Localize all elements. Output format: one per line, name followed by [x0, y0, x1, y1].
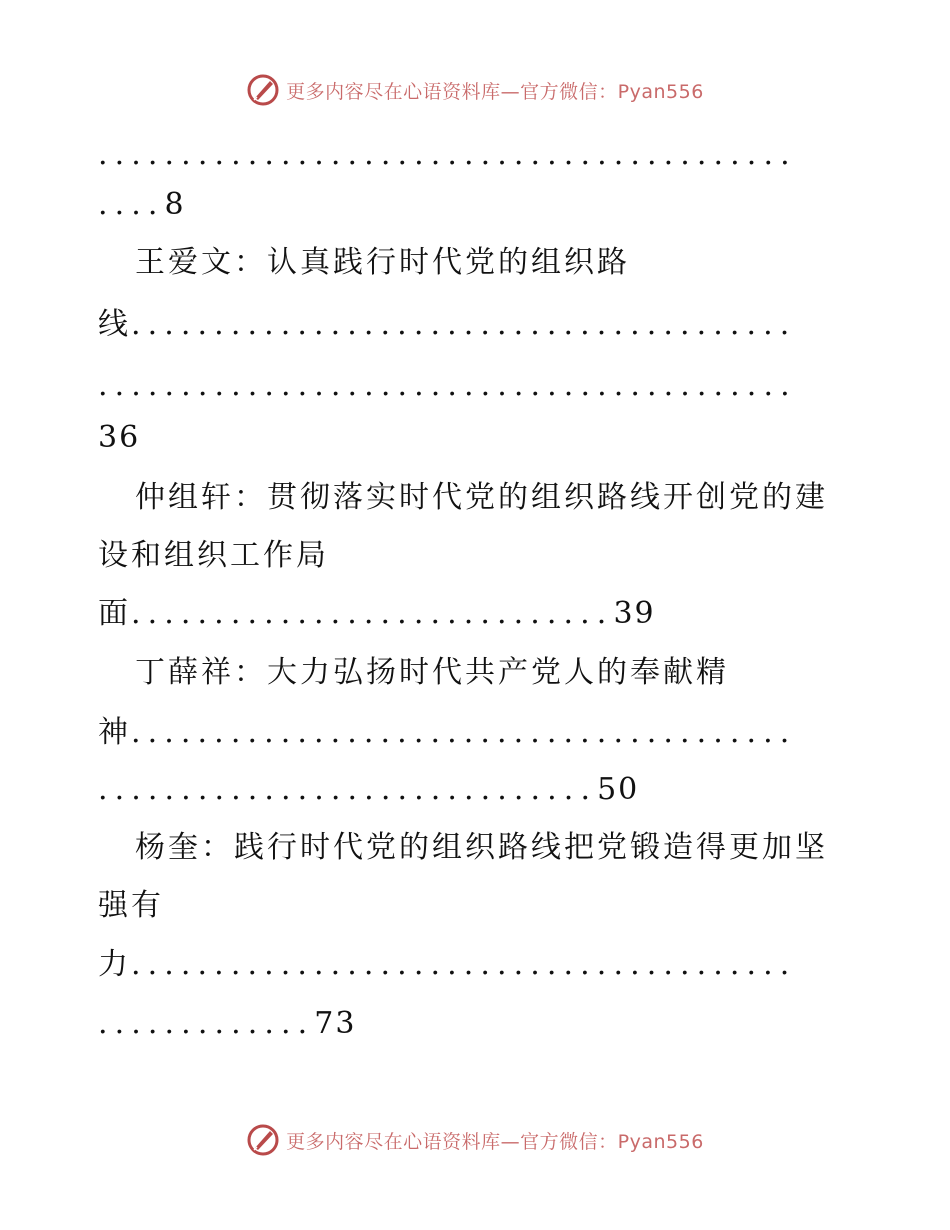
footer-watermark-text: 更多内容尽在心语资料库—官方微信：Pyan556 — [286, 1130, 704, 1153]
toc-entry-0-line-2 — [98, 185, 186, 225]
quill-logo-icon — [246, 73, 280, 107]
toc-entry-2-title: 仲组轩：贯彻落实时代党的组织路线开创党的建 — [135, 480, 828, 515]
toc-entry-2-line-1 — [98, 594, 656, 634]
toc-entry-0-dots-1: .......................................... — [98, 137, 797, 172]
toc-entry-4-dots-1: ........................................ — [131, 947, 797, 982]
toc-entry-1-dots-1: ........................................ — [131, 307, 797, 342]
toc-entry-3-title: 丁薛祥：大力弘扬时代共产党人的奉献精 — [135, 655, 729, 690]
toc-entry-4-title-line-2: 强有 — [98, 888, 164, 923]
toc-entry-3-line-2 — [98, 770, 639, 810]
toc-entry-0-page: 8 — [164, 187, 186, 222]
toc-entry-4-page: 73 — [314, 1006, 357, 1041]
toc-entry-3-title-tail: 神 — [98, 715, 131, 750]
toc-entry-4-title: 杨奎：践行时代党的组织路线把党锻造得更加坚 — [135, 830, 828, 865]
toc-entry-3-line-1 — [98, 713, 796, 753]
toc-entry-1-page: 36 — [98, 420, 141, 455]
quill-logo-icon — [246, 1123, 280, 1157]
toc-entry-2-dots-1: ............................. — [131, 596, 614, 631]
toc-entry-1-dots-2: .......................................... — [98, 368, 797, 403]
toc-entry-4-dots-2: ............. — [98, 1006, 315, 1041]
toc-entry-4-line-1 — [98, 945, 796, 985]
toc-entry-4-title-tail: 力 — [98, 947, 131, 982]
toc-entry-2-page: 39 — [613, 596, 656, 631]
toc-entry-3-dots-1: ........................................ — [131, 715, 797, 750]
toc-entry-0-dots-2: .... — [98, 187, 165, 222]
header-watermark — [0, 70, 950, 110]
toc-entry-2-title-line-2: 设和组织工作局 — [98, 538, 329, 573]
header-watermark-text: 更多内容尽在心语资料库—官方微信：Pyan556 — [286, 80, 704, 103]
toc-entry-3-dots-2: .............................. — [98, 772, 598, 807]
footer-watermark — [0, 1120, 950, 1160]
toc-entry-4-line-2 — [98, 1004, 356, 1044]
toc-entry-1-title-tail: 线 — [98, 307, 131, 342]
toc-entry-1-title: 王爱文：认真践行时代党的组织路 — [135, 245, 630, 280]
toc-entry-2-title-tail: 面 — [98, 596, 131, 631]
toc-entry-1-line-1 — [98, 305, 796, 345]
toc-entry-3-page: 50 — [597, 772, 640, 807]
